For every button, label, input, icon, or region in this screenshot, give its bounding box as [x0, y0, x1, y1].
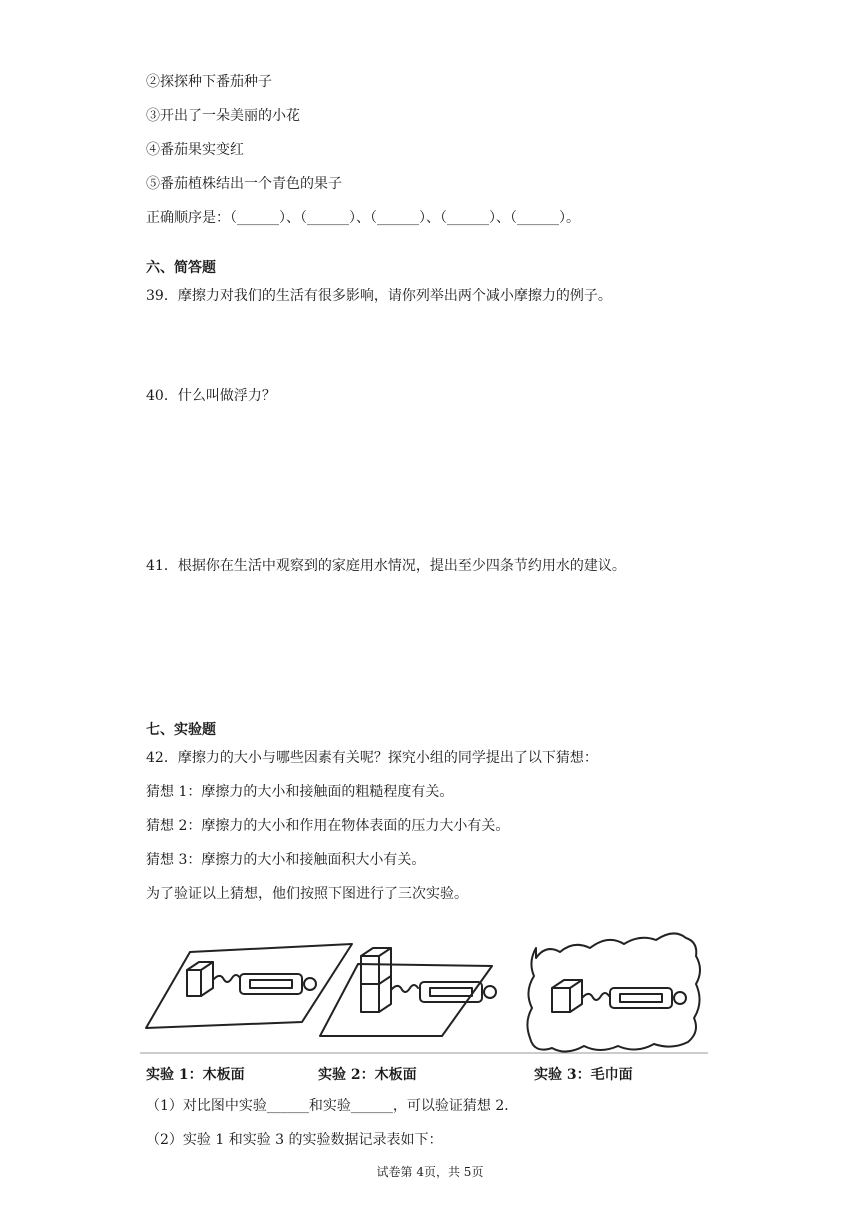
- sequence-item-4: ④番茄果实变红: [146, 142, 244, 158]
- page-footer: 试卷第 4页，共 5页: [376, 1165, 484, 1179]
- sequence-item-5: ⑤番茄植株结出一个青色的果子: [146, 176, 342, 192]
- section-6-heading: 六、简答题: [146, 260, 216, 276]
- experiment-2-drawing: [320, 948, 496, 1036]
- order-answer-line: 正确顺序是：（______）、（______）、（______）、（______）、（______）。: [146, 210, 580, 226]
- guess-3: 猜想 3：摩擦力的大小和接触面积大小有关。: [146, 852, 426, 868]
- question-41: 41．根据你在生活中观察到的家庭用水情况，提出至少四条节约用水的建议。: [146, 558, 626, 574]
- sequence-item-2: ②探探种下番茄种子: [146, 74, 272, 90]
- sub-question-2: （2）实验 1 和实验 3 的实验数据记录表如下：: [146, 1132, 443, 1148]
- experiment-intro: 为了验证以上猜想，他们按照下图进行了三次实验。: [146, 886, 468, 902]
- sequence-item-3: ③开出了一朵美丽的小花: [146, 108, 300, 124]
- caption-experiment-2: 实验 2：木板面: [318, 1067, 417, 1083]
- caption-experiment-1: 实验 1：木板面: [146, 1067, 245, 1083]
- question-40: 40．什么叫做浮力？: [146, 388, 276, 404]
- experiment-1-drawing: [146, 944, 352, 1028]
- caption-experiment-3: 实验 3：毛巾面: [534, 1067, 633, 1083]
- section-7-heading: 七、实验题: [146, 722, 216, 738]
- experiment-3-drawing: [527, 933, 700, 1051]
- question-42: 42．摩擦力的大小与哪些因素有关呢？探究小组的同学提出了以下猜想：: [146, 750, 598, 766]
- guess-1: 猜想 1：摩擦力的大小和接触面的粗糙程度有关。: [146, 784, 454, 800]
- sub-question-1: （1）对比图中实验______和实验______，可以验证猜想 2．: [146, 1098, 519, 1114]
- question-39: 39．摩擦力对我们的生活有很多影响，请你列举出两个减小摩擦力的例子。: [146, 288, 612, 304]
- guess-2: 猜想 2：摩擦力的大小和作用在物体表面的压力大小有关。: [146, 818, 510, 834]
